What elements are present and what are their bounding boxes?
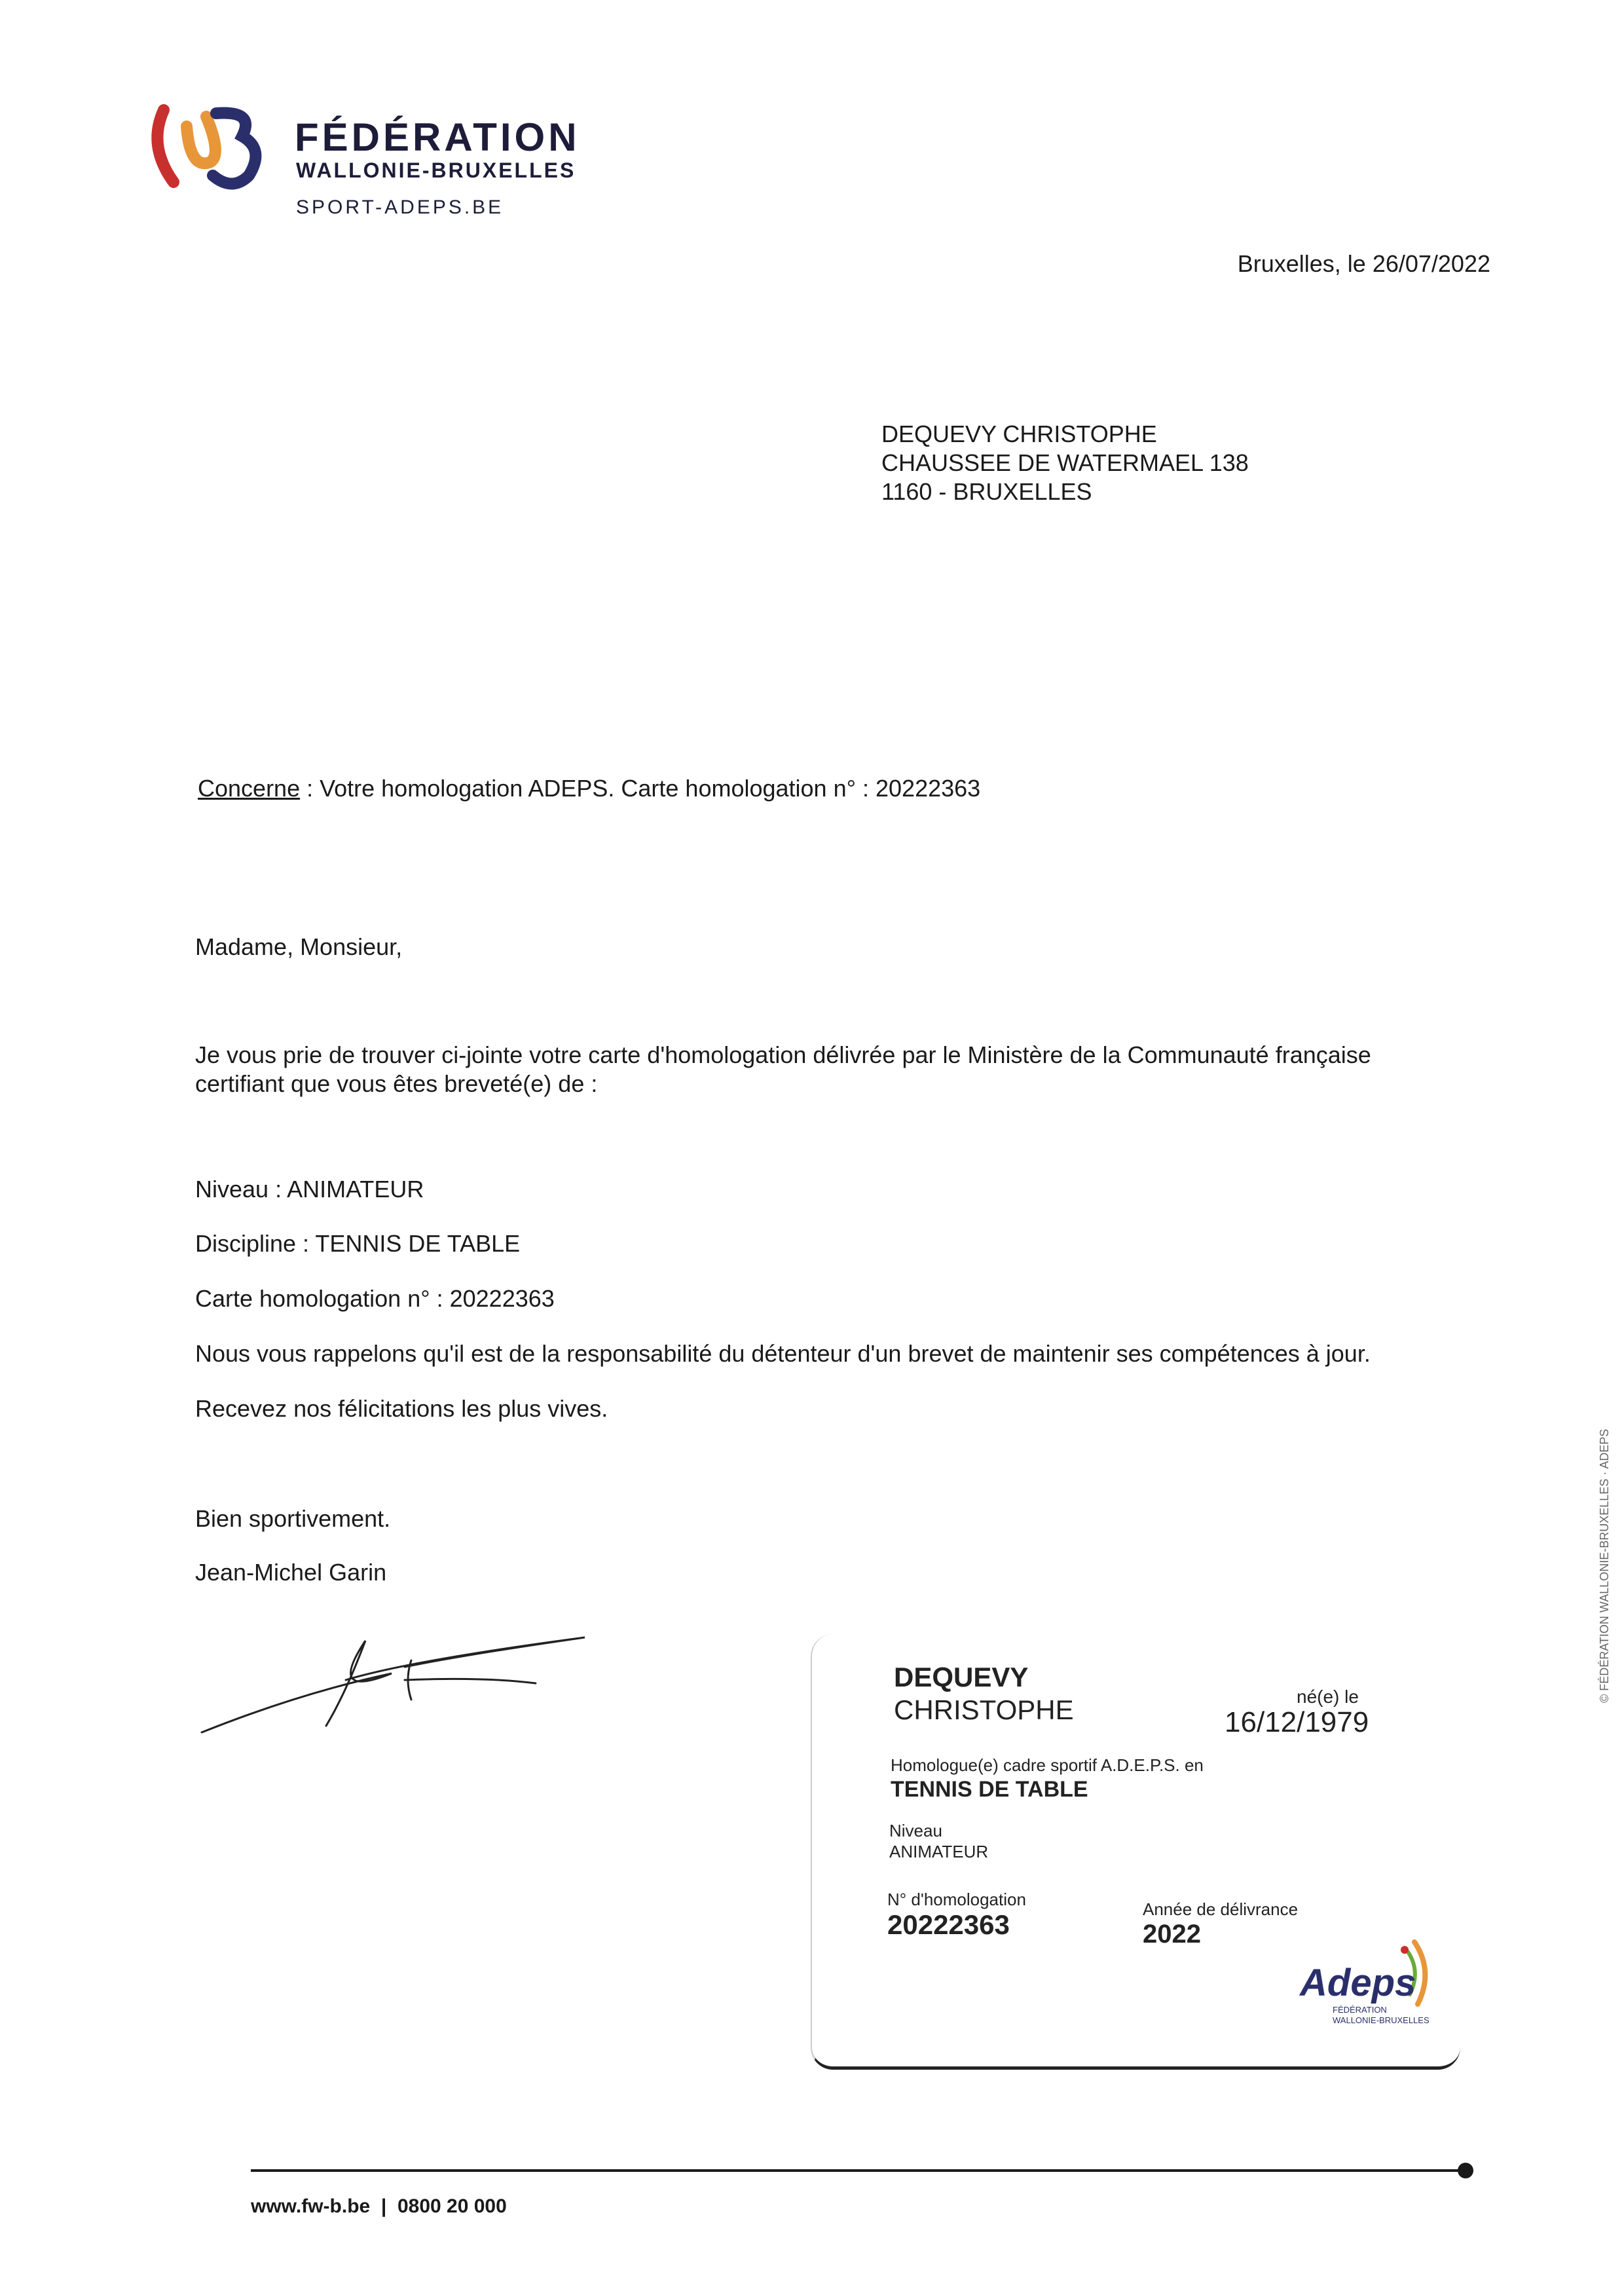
card-number: 20222363 [887, 1909, 1010, 1940]
card-discipline: TENNIS DE TABLE [891, 1777, 1088, 1802]
card-year-label: Année de délivrance [1143, 1899, 1299, 1919]
footer-divider [251, 2169, 1473, 2172]
homologation-card [811, 1634, 1460, 2070]
adeps-logo-sub2: WALLONIE-BRUXELLES [1333, 2015, 1430, 2025]
niveau-line: Niveau : ANIMATEUR [195, 1176, 424, 1203]
fwb-logo-icon [151, 97, 268, 195]
greeting: Madame, Monsieur, [195, 933, 403, 960]
paragraph-line-2: certifiant que vous êtes breveté(e) de : [195, 1070, 598, 1097]
card-born-label: né(e) le [1297, 1687, 1359, 1707]
adeps-logo-sub1: FÉDÉRATION [1333, 2005, 1387, 2015]
recipient-city: 1160 - BRUXELLES [881, 478, 1092, 505]
side-vertical-text: © FÉDÉRATION WALLONIE-BRUXELLES · ADEPS [1598, 1428, 1611, 1703]
card-born-date: 16/12/1979 [1225, 1706, 1369, 1738]
carte-line: Carte homologation n° : 20222363 [195, 1285, 555, 1312]
brand-subtitle: WALLONIE-BRUXELLES [296, 159, 576, 182]
footer-dot-icon [1458, 2163, 1473, 2178]
card-number-label: N° d'homologation [887, 1890, 1026, 1909]
signatory-name: Jean-Michel Garin [195, 1559, 387, 1586]
card-first-name: CHRISTOPHE [894, 1694, 1074, 1725]
rappel-line: Nous vous rappelons qu'il est de la responsabilité du détenteur d'un brevet de maintenir ses compétences à jour. [195, 1340, 1371, 1367]
card-last-name: DEQUEVY [894, 1662, 1029, 1692]
brand-website: SPORT-ADEPS.BE [296, 196, 504, 218]
closing-line: Bien sportivement. [195, 1505, 391, 1532]
concern-label: Concerne [198, 775, 301, 802]
card-niveau: ANIMATEUR [889, 1842, 989, 1861]
recipient-name: DEQUEVY CHRISTOPHE [881, 420, 1157, 447]
concern-line [198, 775, 980, 802]
felicitations-line: Recevez nos félicitations les plus vives. [195, 1395, 608, 1422]
signature-icon [195, 1614, 595, 1745]
discipline-line: Discipline : TENNIS DE TABLE [195, 1230, 521, 1257]
card-homol-label: Homologue(e) cadre sportif A.D.E.P.S. en [891, 1755, 1204, 1775]
brand-name: FÉDÉRATION [295, 115, 580, 159]
adeps-logo-text: Adeps [1300, 1962, 1416, 2004]
letter-date: Bruxelles, le 26/07/2022 [1237, 250, 1490, 277]
adeps-logo-icon [1293, 1935, 1437, 2034]
recipient-street: CHAUSSEE DE WATERMAEL 138 [881, 449, 1249, 476]
card-niveau-label: Niveau [889, 1821, 942, 1840]
card-year: 2022 [1143, 1920, 1201, 1949]
footer-contact: www.fw-b.be | 0800 20 000 [251, 2195, 507, 2217]
concern-text: : Votre homologation ADEPS. Carte homologation n° : 20222363 [300, 775, 981, 802]
paragraph-line-1: Je vous prie de trouver ci-jointe votre carte d'homologation délivrée par le Ministère de la Communauté française [195, 1041, 1371, 1068]
